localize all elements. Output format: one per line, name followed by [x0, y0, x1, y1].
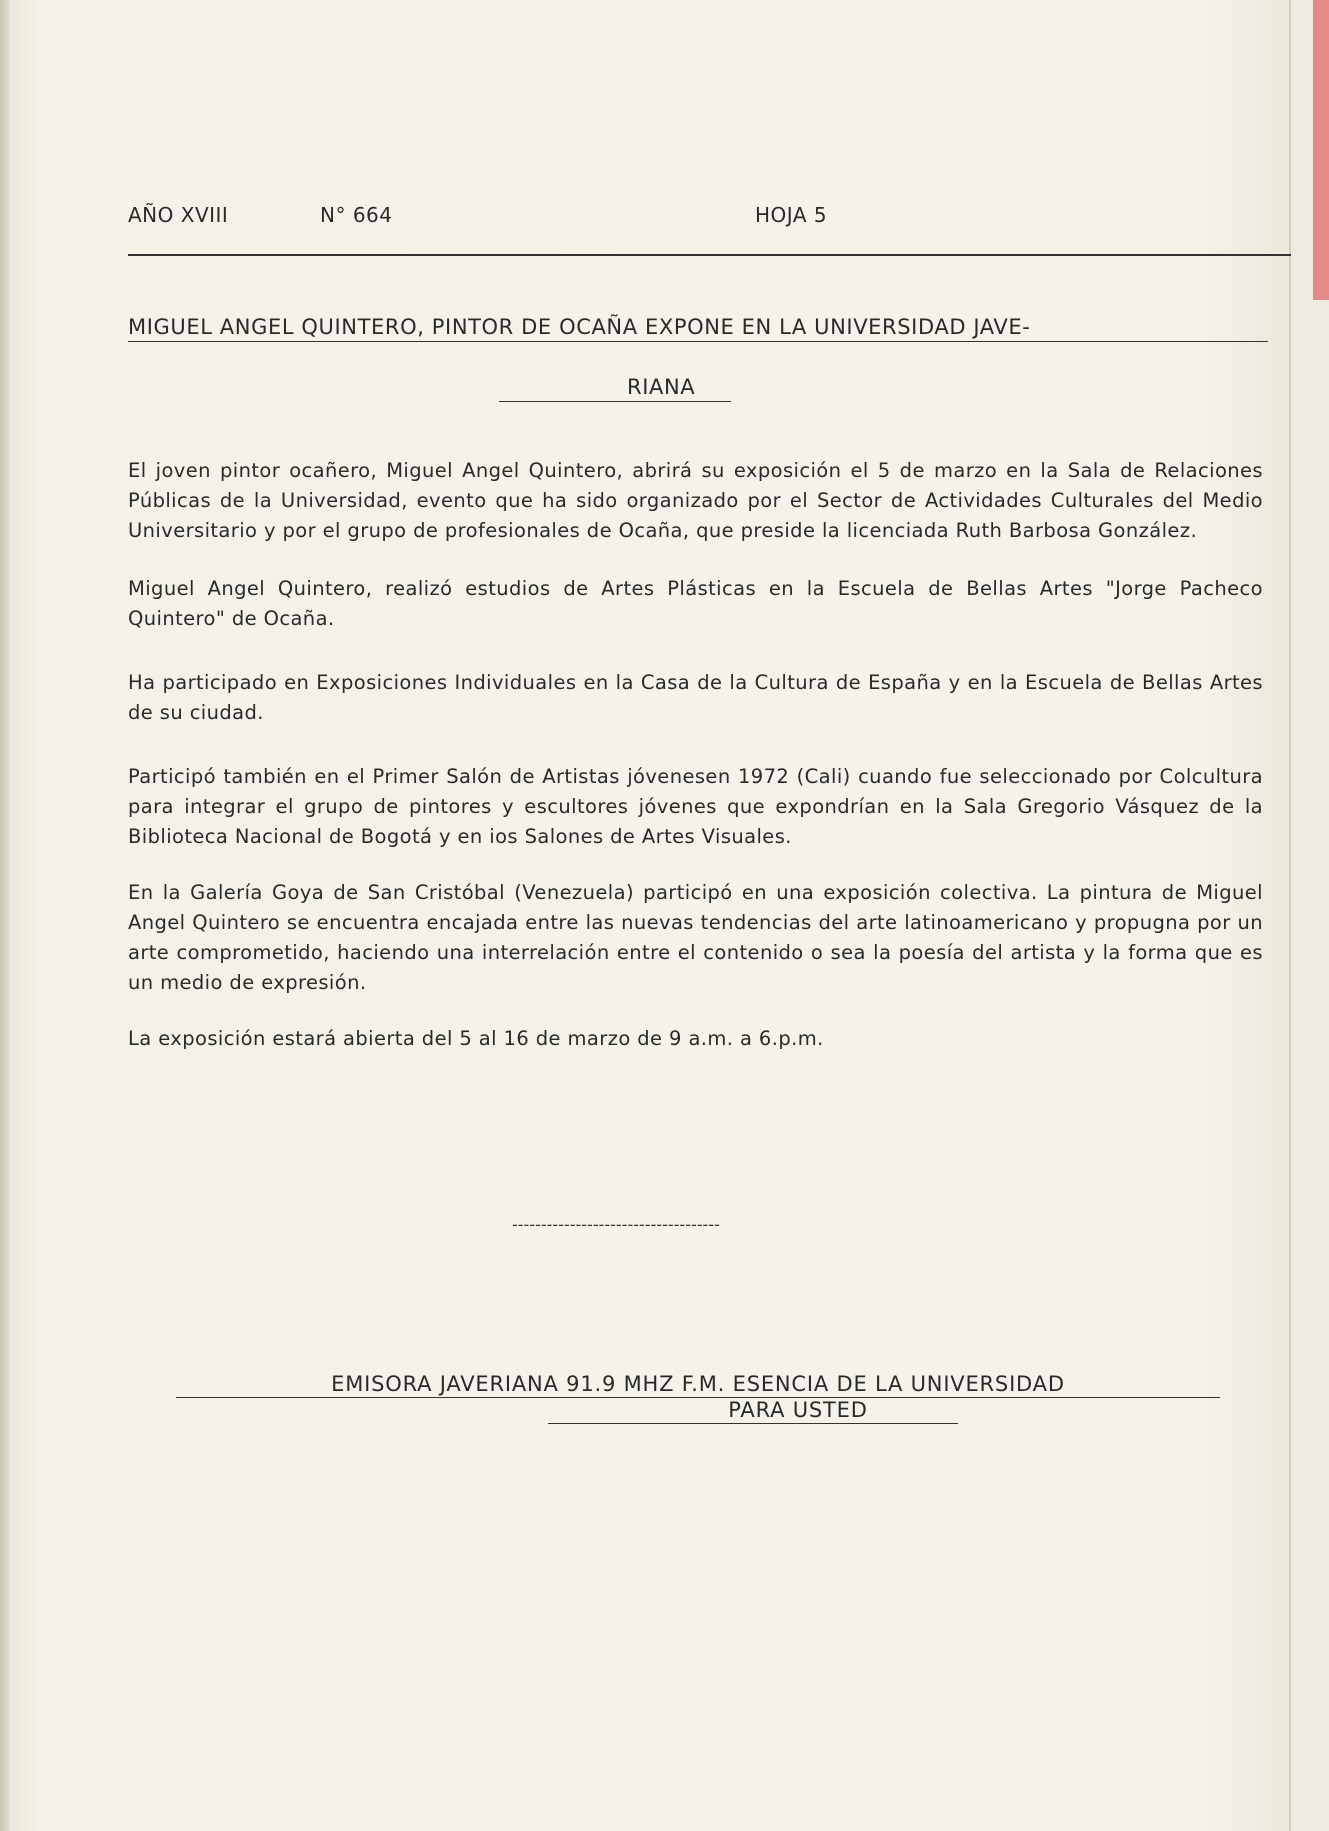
header-number: N° 664 — [320, 203, 393, 227]
footer-line1: EMISORA JAVERIANA 91.9 MHZ F.M. ESENCIA DE LA UNIVERSIDAD — [176, 1372, 1220, 1398]
header-sheet: HOJA 5 — [755, 203, 828, 227]
next-page-tab — [1313, 0, 1329, 300]
header-year: AÑO XVIII — [128, 203, 229, 227]
article-paragraph: Miguel Angel Quintero, realizó estudios de Artes Plásticas en la Escuela de Bellas Artes "Jorge Pacheco Quintero" de Ocaña. — [128, 577, 1263, 630]
article-paragraph: La exposición estará abierta del 5 al 16 de marzo de 9 a.m. a 6.p.m. — [128, 1027, 824, 1050]
footer-announcement — [176, 1372, 1220, 1424]
article-paragraph: El joven pintor ocañero, Miguel Angel Quintero, abrirá su exposición el 5 de marzo en la Sala de Relaciones Públicas de la Universidad, evento que ha sido organizado por el Sector de Actividades Culturales del Medio Universitario y por el grupo de profesionales de Ocaña, que preside la licenciada Ruth Barbosa González. — [128, 459, 1263, 542]
header-rule — [128, 254, 1291, 256]
footer-line2: PARA USTED — [548, 1398, 957, 1424]
page-spine-shadow — [0, 0, 10, 1831]
article-paragraph: Ha participado en Exposiciones Individuales en la Casa de la Cultura de España y en la Escuela de Bellas Artes de su ciudad. — [128, 671, 1263, 724]
article-paragraph: Participó también en el Primer Salón de Artistas jóvenesen 1972 (Cali) cuando fue seleccionado por Colcultura para integrar el grupo de pintores y escultores jóvenes que expondrían en la Sala Gregorio Vásquez de la Biblioteca Nacional de Bogotá y en ios Salones de Artes Visuales. — [128, 765, 1263, 848]
section-separator: ------------------------------------ — [512, 1215, 720, 1234]
article-title-line1: MIGUEL ANGEL QUINTERO, PINTOR DE OCAÑA EXPONE EN LA UNIVERSIDAD JAVE- — [128, 315, 1268, 342]
article-title-line2: RIANA — [499, 375, 731, 402]
article-paragraph: En la Galería Goya de San Cristóbal (Venezuela) participó en una exposición colectiva. La pintura de Miguel Angel Quintero se encuentra encajada entre las nuevas tendencias del arte latinoamericano y propugna por un arte comprometido, haciendo una interrelación entre el contenido o sea la poesía del artista y la forma que es un medio de expresión. — [128, 881, 1263, 994]
article-title — [128, 315, 1268, 399]
article-body — [128, 456, 1263, 1082]
